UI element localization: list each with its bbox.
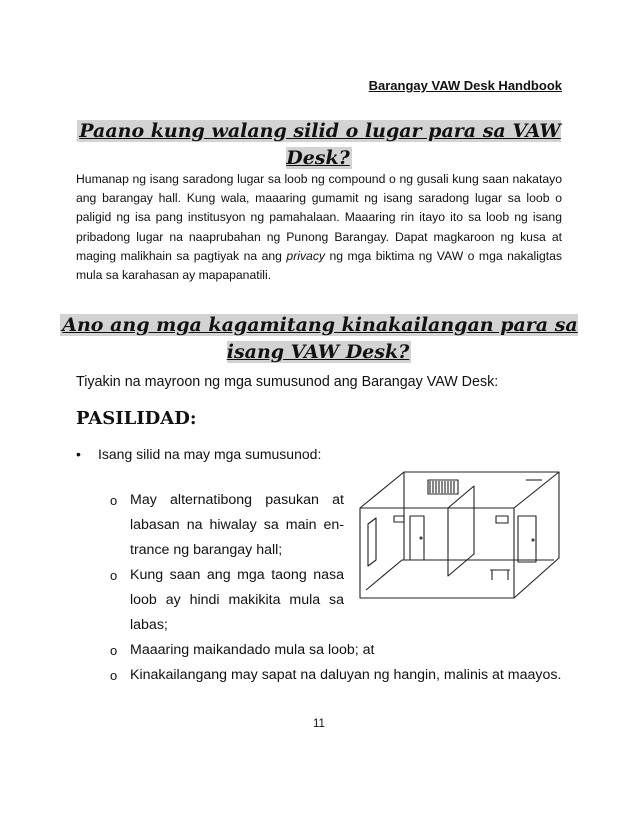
section-heading-equipment: [60, 312, 578, 366]
section-heading-no-room: [60, 118, 578, 172]
list-item: [110, 488, 344, 563]
list-item: [110, 663, 562, 688]
list-item-text: May alternatibong pasukan at labasan na hiwalay sa main en-trance ng barangay hall;: [130, 492, 344, 558]
no-room-paragraph: [76, 170, 562, 285]
list-item-text: Maaaring maikandado mula sa loob; at: [130, 642, 375, 658]
bullet-marker: •: [76, 446, 81, 462]
list-marker: o: [110, 568, 118, 583]
list-marker: o: [110, 668, 118, 683]
list-item-text: Kinakailangang may sapat na daluyan ng hangin, malinis at maayos.: [130, 667, 562, 683]
paragraph-lead: Humanap ng isang saradong lugar sa loob ng compound o ng gusali kung saan nakatayo ang barangay hall. Kung wala, maaaring gumamit ng isang saradong lugar sa loob o paligid ng isa pang institusyon ng pamahalaan. Maaaring rin itayo ito sa loob ng isang pribadong lugar na naaprubahan ng Punong Barangay. Dapat magkaroon ng kusa at maging malikhain sa pagtiyak na ang: [76, 172, 562, 263]
facility-bullet: [76, 446, 321, 462]
list-marker: o: [110, 643, 118, 658]
bullet-text: Isang silid na may mga sumusunod:: [98, 446, 322, 462]
handbook-title: Barangay VAW Desk Handbook: [368, 78, 562, 93]
paragraph-tail: ng mga biktima ng VAW o mga nakaligtas mula sa karahasan ay mapapanatili.: [76, 248, 562, 283]
facility-subheading: PASILIDAD:: [76, 408, 197, 429]
room-sketch-icon: [354, 466, 566, 612]
heading-text: Ano ang mga kagamitang kinakailangan para sa isang VAW Desk?: [62, 314, 578, 363]
list-item: [110, 563, 344, 638]
paragraph-emphasis: privacy: [286, 248, 326, 263]
page-number: 11: [313, 718, 325, 730]
heading-text: Paano kung walang silid o lugar para sa VAW Desk?: [79, 120, 561, 169]
list-item-text: Kung saan ang mga taong nasa loob ay hindi makikita mula sa labas;: [130, 567, 344, 633]
list-item: [110, 638, 562, 663]
equipment-intro: Tiyakin na mayroon ng mga sumusunod ang Barangay VAW Desk:: [76, 374, 499, 390]
list-marker: o: [110, 493, 118, 508]
